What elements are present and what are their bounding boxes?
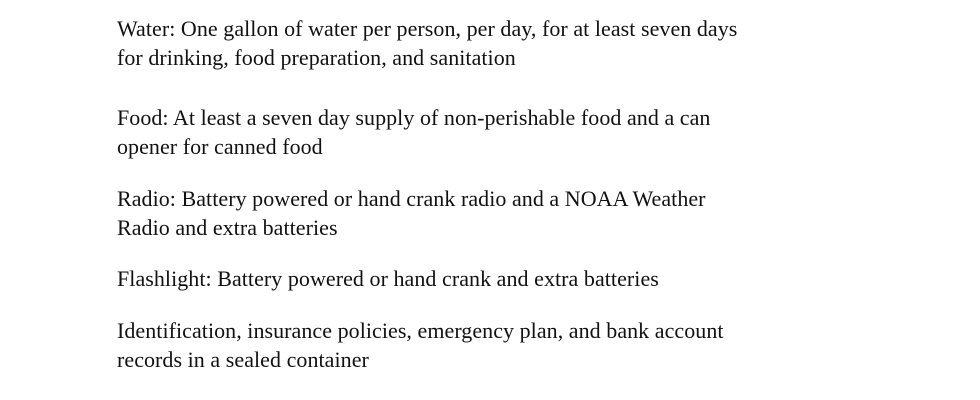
food-item-line-1: Food: At least a seven day supply of non-perishable food and a can <box>117 105 711 130</box>
identification-item-line-1: Identification, insurance policies, emergency plan, and bank account <box>117 318 724 343</box>
food-item <box>117 103 857 161</box>
radio-item-line-1: Radio: Battery powered or hand crank radio and a NOAA Weather <box>117 186 706 211</box>
food-item-line-2: opener for canned food <box>117 134 323 159</box>
water-item-line-2: for drinking, food preparation, and sanitation <box>117 45 516 70</box>
radio-item-line-2: Radio and extra batteries <box>117 215 338 240</box>
water-item-line-1: Water: One gallon of water per person, per day, for at least seven days <box>117 16 738 41</box>
flashlight-item-line-1: Flashlight: Battery powered or hand crank and extra batteries <box>117 266 659 291</box>
radio-item <box>117 184 857 242</box>
identification-item-line-2: records in a sealed container <box>117 347 369 372</box>
identification-item <box>117 316 857 374</box>
water-item <box>117 14 857 72</box>
flashlight-item <box>117 264 857 293</box>
